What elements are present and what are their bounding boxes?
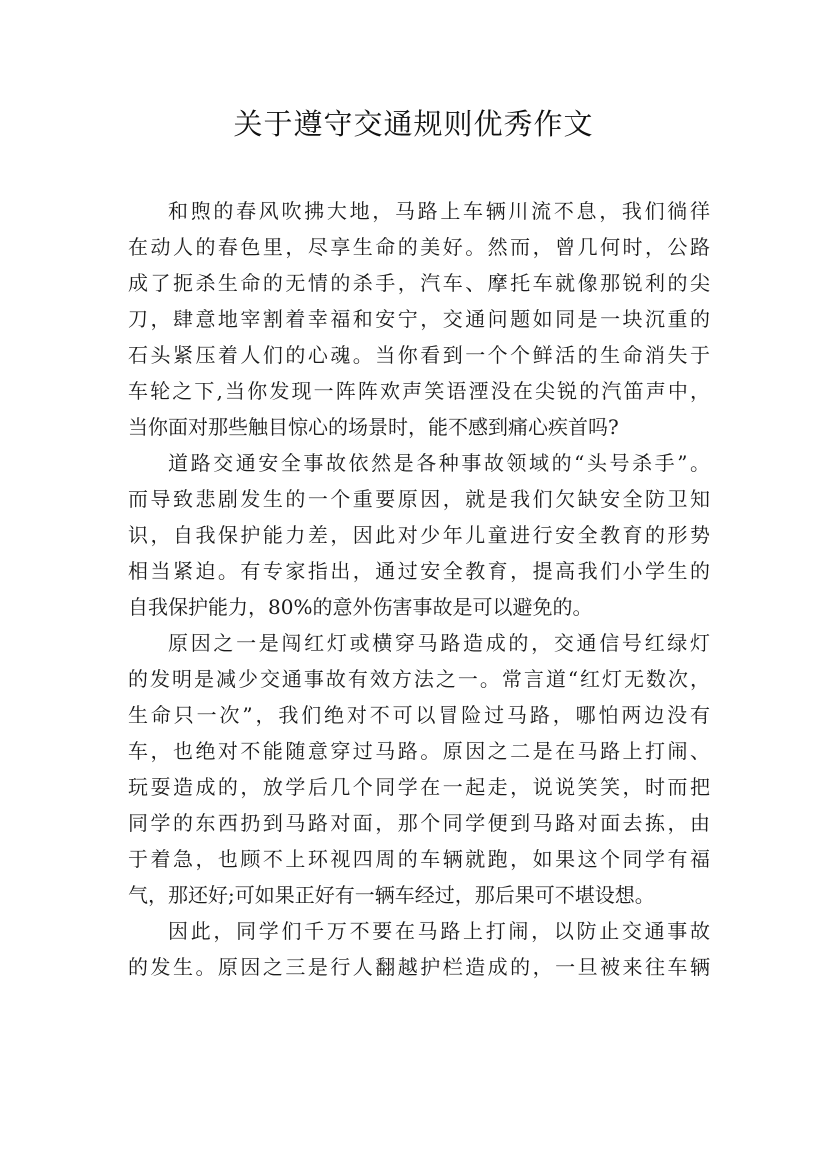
text-line: 相当紧迫。有专家指出，通过安全教育，提高我们小学生的 xyxy=(128,559,710,583)
text-line: 的发明是减少交通事故有效方法之一。常言道“红灯无数次， xyxy=(128,667,710,691)
text-line: 自我保护能力，80%的意外伤害事故是可以避免的。 xyxy=(128,595,593,619)
paragraph-2 xyxy=(128,445,710,625)
text-line: 因此，同学们千万不要在马路上打闹，以防止交通事故 xyxy=(168,919,710,943)
paragraph-3 xyxy=(128,625,710,913)
text-line: 车，也绝对不能随意穿过马路。原因之二是在马路上打闹、 xyxy=(128,739,710,763)
text-line: 在动人的春色里，尽享生命的美好。然而，曾几何时，公路 xyxy=(128,235,710,259)
text-line: 玩耍造成的，放学后几个同学在一起走，说说笑笑，时而把 xyxy=(128,775,710,799)
text-line: 的发生。原因之三是行人翻越护栏造成的，一旦被来往车辆 xyxy=(128,955,710,979)
text-line: 气，那还好;可如果正好有一辆车经过，那后果可不堪设想。 xyxy=(128,883,655,907)
text-line: 当你面对那些触目惊心的场景时，能不感到痛心疾首吗? xyxy=(128,415,619,439)
text-line: 石头紧压着人们的心魂。当你看到一个个鲜活的生命消失于 xyxy=(128,343,710,367)
text-line: 而导致悲剧发生的一个重要原因，就是我们欠缺安全防卫知 xyxy=(128,487,710,511)
text-line: 同学的东西扔到马路对面，那个同学便到马路对面去拣，由 xyxy=(128,811,710,835)
document-body xyxy=(128,193,710,985)
text-line: 车轮之下,当你发现一阵阵欢声笑语湮没在尖锐的汽笛声中， xyxy=(128,379,710,403)
paragraph-1 xyxy=(128,193,710,445)
paragraph-4 xyxy=(128,913,710,985)
text-line: 识，自我保护能力差，因此对少年儿童进行安全教育的形势 xyxy=(128,523,710,547)
text-line: 道路交通安全事故依然是各种事故领域的“头号杀手”。 xyxy=(168,451,710,475)
text-line: 成了扼杀生命的无情的杀手，汽车、摩托车就像那锐利的尖 xyxy=(128,271,710,295)
text-line: 生命只一次”，我们绝对不可以冒险过马路，哪怕两边没有 xyxy=(128,703,710,727)
text-line: 刀，肆意地宰割着幸福和安宁，交通问题如同是一块沉重的 xyxy=(128,307,710,331)
text-line: 于着急，也顾不上环视四周的车辆就跑，如果这个同学有福 xyxy=(128,847,710,871)
text-line: 原因之一是闯红灯或横穿马路造成的，交通信号红绿灯 xyxy=(168,631,710,655)
text-line: 和煦的春风吹拂大地，马路上车辆川流不息，我们徜徉 xyxy=(168,199,710,223)
document-title: 关于遵守交通规则优秀作文 xyxy=(233,107,594,141)
